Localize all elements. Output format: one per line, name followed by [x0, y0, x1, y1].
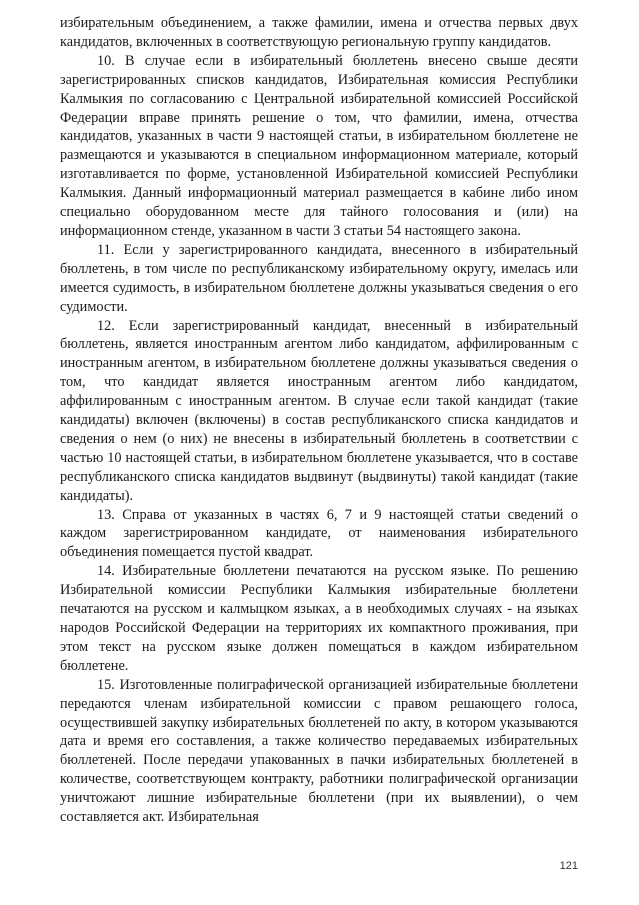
paragraph-15: 15. Изготовленные полиграфической организацией избирательные бюллетени передаются членам избирательной комиссии с правом решающего голоса, осуществившей закупку избирательных бюллетеней по акту, в котором указываются дата и время его составления, а также количество передаваемых избирательных бюллетеней. После передачи упакованных в пачки избирательных бюллетеней в количестве, соответствующем контракту, работники полиграфической организации уничтожают лишние избирательные бюллетени (при их выявлении), о чем составляется акт. Избирательная [60, 676, 578, 826]
paragraph-13: 13. Справа от указанных в частях 6, 7 и 9 настоящей статьи сведений о каждом зарегистрированном кандидате, от наименования избирательного объединения помещается пустой квадрат. [60, 506, 578, 561]
paragraph-14: 14. Избирательные бюллетени печатаются на русском языке. По решению Избирательной комиссии Республики Калмыкия избирательные бюллетени печатаются на русском и калмыцком языках, а в необходимых случаях - на языках народов Российской Федерации на территориях их компактного проживания, при этом текст на русском языке должен помещаться в каждом избирательном бюллетене. [60, 563, 578, 674]
paragraph-10: 10. В случае если в избирательный бюллетень внесено свыше десяти зарегистрированных списков кандидатов, Избирательная комиссия Республики Калмыкия по согласованию с Центральной избирательной комиссией Российской Федерации вправе принять решение о том, что фамилии, имена, отчества кандидатов, указанных в части 9 настоящей статьи, в избирательном бюллетене не размещаются и указываются в специальном информационном материале, который изготавливается по форме, установленной Избирательной комиссией Республики Калмыкия. Данный информационный материал размещается в кабине либо ином специально оборудованном месте для тайного голосования и (или) на информационном стенде, указанном в части 3 статьи 54 настоящего закона. [60, 52, 578, 239]
page-number: 121 [559, 860, 578, 872]
document-body [60, 14, 578, 827]
paragraph-11: 11. Если у зарегистрированного кандидата, внесенного в избирательный бюллетень, в том числе по республиканскому избирательному округу, имелась или имеется судимость, в избирательном бюллетене должны указываться сведения о его судимости. [60, 241, 578, 315]
paragraph-continuation: избирательным объединением, а также фамилии, имена и отчества первых двух кандидатов, включенных в соответствующую региональную группу кандидатов. [60, 15, 578, 50]
paragraph-12: 12. Если зарегистрированный кандидат, внесенный в избирательный бюллетень, является иностранным агентом либо кандидатом, аффилированным с иностранным агентом, в избирательном бюллетене должны указываться сведения о том, что кандидат является иностранным агентом либо кандидатом, аффилированным с иностранным агентом. В случае если такой кандидат (такие кандидаты) включен (включены) в состав республиканского списка кандидатов и сведения о нем (о них) не внесены в избирательный бюллетень в соответствии с частью 10 настоящей статьи, в избирательном бюллетене указывается, что в составе республиканского списка кандидатов выдвинут (выдвинуты) такой кандидат (такие кандидаты). [60, 317, 578, 504]
